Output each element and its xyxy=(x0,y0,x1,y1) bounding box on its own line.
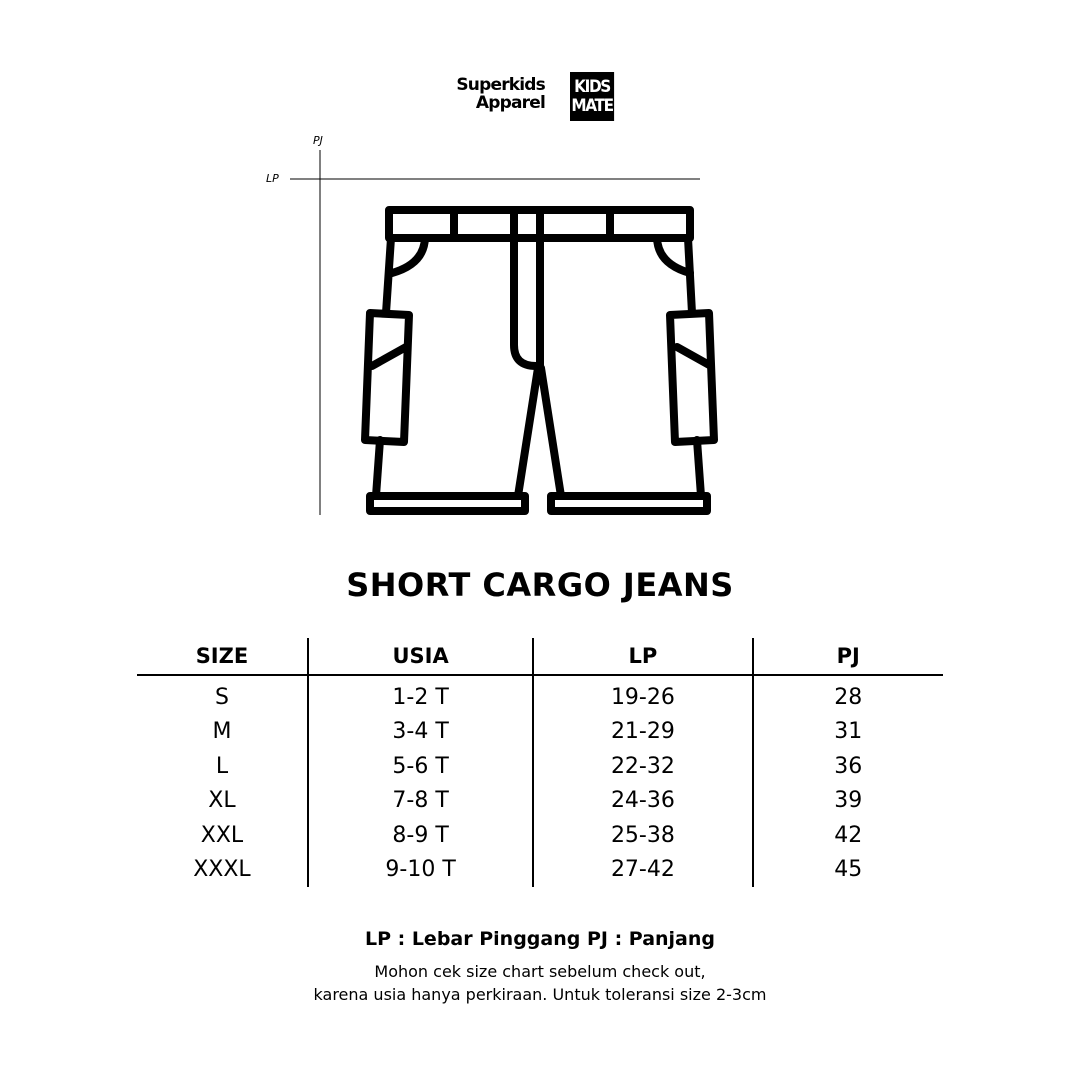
cell-pj: 42 xyxy=(753,818,943,853)
brand-line1: Superkids xyxy=(456,75,545,95)
cell-lp: 19-26 xyxy=(533,675,752,715)
cell-pj: 36 xyxy=(753,749,943,784)
page-title: SHORT CARGO JEANS xyxy=(346,566,734,604)
cell-size: L xyxy=(215,753,229,779)
cargo-shorts-icon xyxy=(365,210,714,511)
cell-pj: 45 xyxy=(753,853,943,888)
cell-usia: 3-4 T xyxy=(308,715,533,750)
table-row xyxy=(137,749,943,784)
cell-size: XXXL xyxy=(193,857,251,883)
table-row xyxy=(137,784,943,819)
header-usia: USIA xyxy=(308,638,533,675)
cell-usia: 8-9 T xyxy=(308,818,533,853)
cell-pj: 39 xyxy=(753,784,943,819)
cell-usia: 7-8 T xyxy=(308,784,533,819)
table-row xyxy=(137,675,943,715)
note-line1: Mohon cek size chart sebelum check out, xyxy=(374,962,706,981)
abbreviation-legend: LP : Lebar Pinggang PJ : Panjang xyxy=(364,928,716,950)
cell-size: M xyxy=(212,719,232,745)
cell-size: XL xyxy=(208,788,236,814)
cell-lp: 24-36 xyxy=(533,784,752,819)
pj-axis-label: PJ xyxy=(313,134,323,147)
cell-usia: 1-2 T xyxy=(308,675,533,715)
badge-line2: MATE xyxy=(571,95,613,116)
footer-note xyxy=(0,960,1080,1006)
table-row xyxy=(137,853,943,888)
cell-lp: 21-29 xyxy=(533,715,752,750)
cell-lp: 25-38 xyxy=(533,818,752,853)
table-row xyxy=(137,715,943,750)
table-header-row xyxy=(137,638,943,675)
cell-pj: 28 xyxy=(753,675,943,715)
header-pj: PJ xyxy=(753,638,943,675)
size-chart-table xyxy=(137,638,943,887)
cell-pj: 31 xyxy=(753,715,943,750)
cell-usia: 5-6 T xyxy=(308,749,533,784)
note-line2: karena usia hanya perkiraan. Untuk toleransi size 2-3cm xyxy=(313,985,767,1004)
cell-lp: 27-42 xyxy=(533,853,752,888)
brand-line2: Apparel xyxy=(475,93,545,113)
cell-size: S xyxy=(214,684,229,710)
badge-line1: KIDS xyxy=(574,76,610,97)
header-size: SIZE xyxy=(137,638,308,675)
cell-lp: 22-32 xyxy=(533,749,752,784)
cell-size: XXL xyxy=(200,822,244,848)
table-row xyxy=(137,818,943,853)
header-lp: LP xyxy=(533,638,752,675)
lp-axis-label: LP xyxy=(266,172,279,185)
cell-usia: 9-10 T xyxy=(308,853,533,888)
